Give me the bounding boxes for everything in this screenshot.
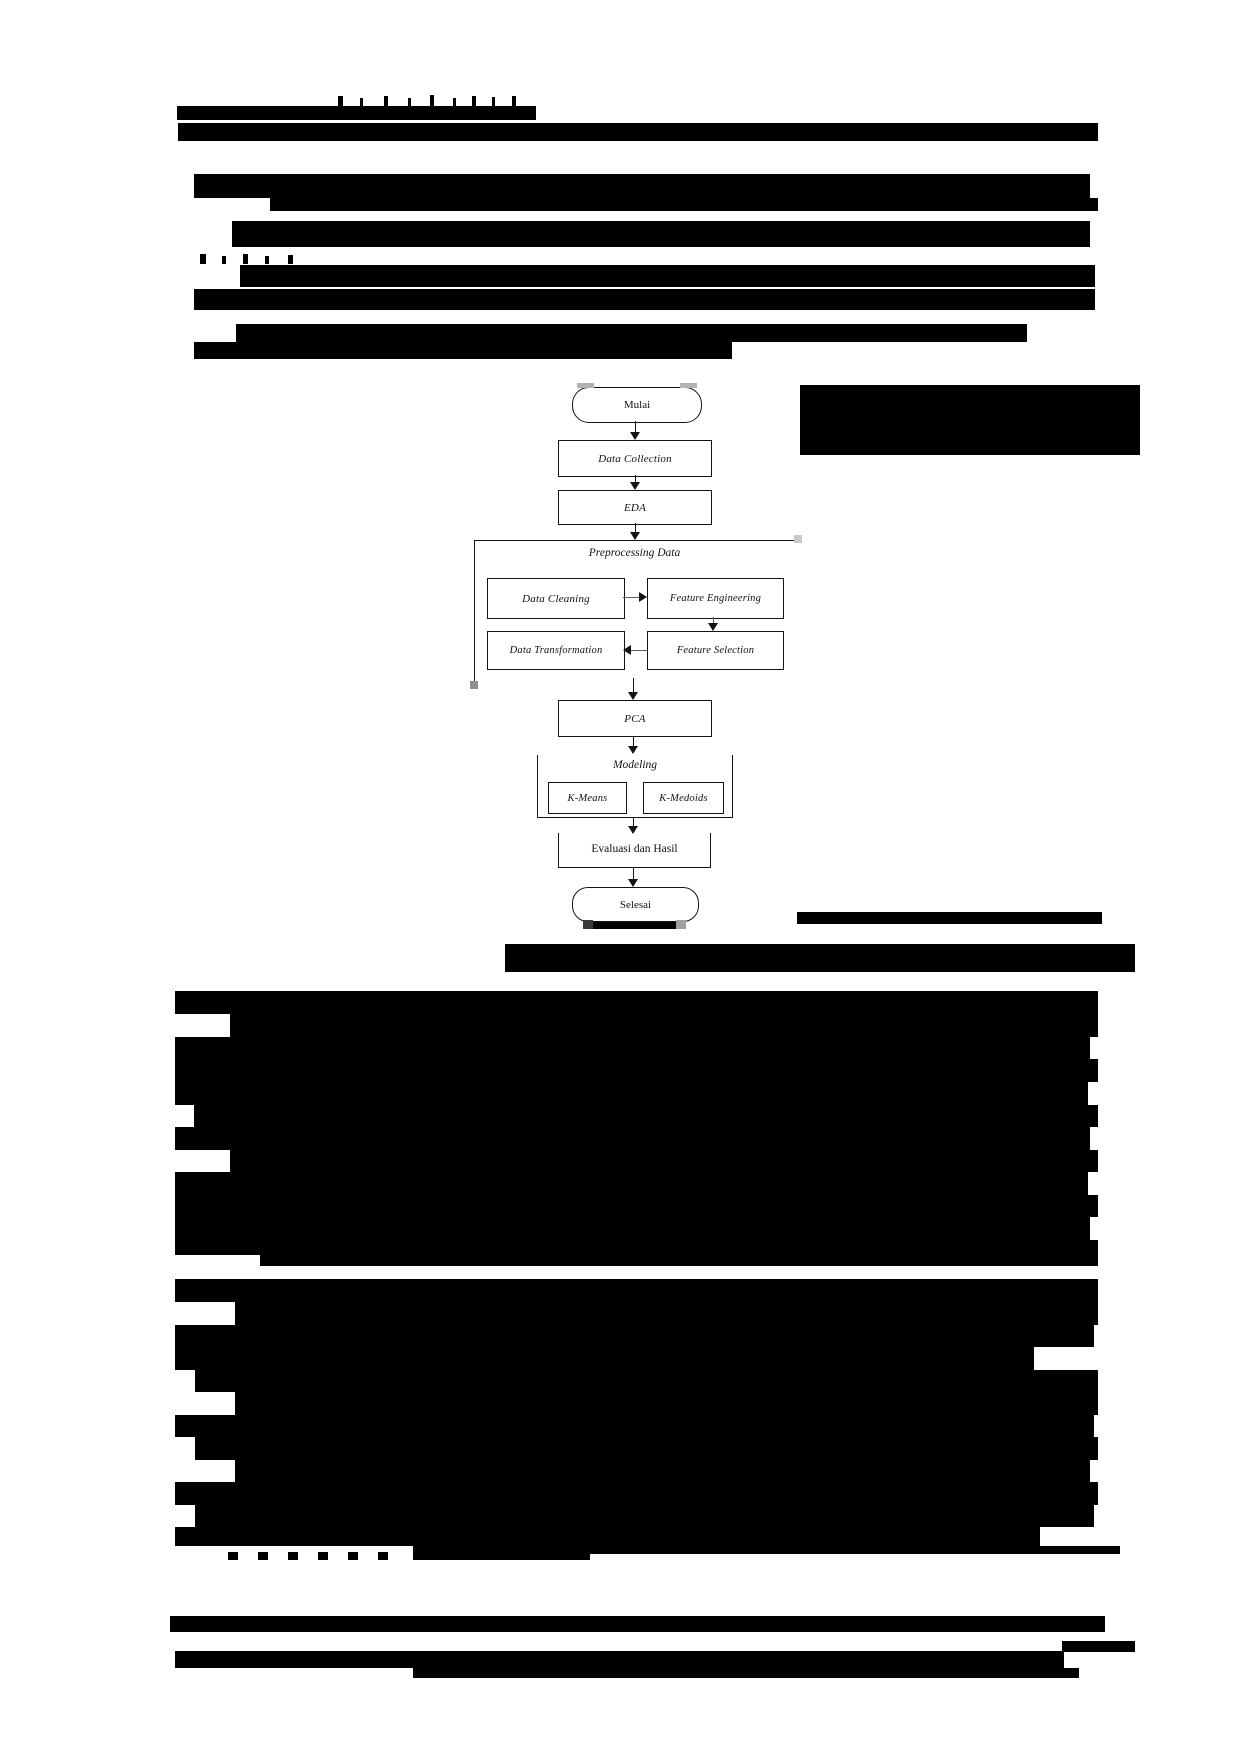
redaction-bar [408,98,411,106]
redaction-bar [175,1195,1098,1217]
redaction-bar [260,1255,1098,1266]
arrow-eda-to-preprocessing [630,523,641,540]
redaction-bar [235,1392,1098,1415]
flowchart-node-start: Mulai [572,387,702,423]
redaction-bar [175,991,1098,1014]
arrow-pca-to-modeling [628,736,639,754]
redaction-bar [288,1552,298,1560]
redaction-bar [797,912,1102,924]
redaction-bar [175,1279,1098,1302]
redaction-bar [170,1616,1105,1632]
redaction-bar [175,1415,1094,1437]
redaction-bar [338,96,343,106]
redaction-bar [175,1127,1090,1150]
redaction-bar [228,1552,238,1560]
redaction-bar [177,106,536,120]
redaction-bar [232,221,1090,247]
selection-handle [577,383,594,388]
arrow-selection-to-transformation [623,645,647,656]
flowchart-node-kmedoids: K-Medoids [643,782,724,814]
selection-handle [470,681,478,689]
redaction-bar [178,123,1098,141]
redaction-bar [236,324,1027,342]
flowchart-node-data-transformation: Data Transformation [487,631,625,670]
redaction-bar [384,96,388,106]
redaction-bar [175,1482,1098,1505]
redaction-bar [348,1552,358,1560]
arrow-evaluation-to-end [628,868,639,887]
selection-handle [794,535,802,543]
redaction-bar [378,1552,388,1560]
flowchart-node-end: Selesai [572,887,699,922]
selection-handle [583,920,593,929]
redaction-bar [175,1240,1098,1255]
redaction-bar [413,1668,1079,1678]
redaction-bar [195,1370,1098,1392]
preprocessing-container-left-border [474,540,475,681]
redaction-bar [175,1527,1040,1546]
redaction-bar [175,1172,1088,1195]
redaction-bar [175,1082,1088,1105]
redaction-bar [230,1150,1098,1172]
redaction-bar [243,254,248,264]
redaction-bar [194,174,1090,198]
flowchart-node-feature-engineering: Feature Engineering [647,578,784,619]
arrow-start-to-datacollection [630,421,641,440]
redaction-bar [175,1037,1090,1059]
preprocessing-container-label: Preprocessing Data [588,547,681,559]
redaction-bar [195,1437,1098,1460]
redaction-bar [265,256,269,264]
redaction-bar [288,255,293,264]
redaction-bar [360,98,363,106]
redaction-bar [200,254,206,264]
redaction-bar [235,1460,1090,1482]
redaction-bar [175,1217,1090,1240]
redaction-bar [270,198,1098,211]
redaction-bar [530,1546,1120,1554]
arrow-cleaning-to-engineering [623,592,647,603]
redaction-bar [240,265,1095,287]
arrow-preprocessing-to-pca [628,678,639,700]
modeling-container-label: Modeling [612,759,658,771]
redaction-bar [175,1059,1098,1082]
redaction-bar [194,342,732,359]
flowchart-node-eda: EDA [558,490,712,525]
redaction-bar [175,1651,1064,1668]
redaction-bar [1062,1641,1135,1652]
redaction-bar [194,289,1095,310]
redaction-bar [318,1552,328,1560]
preprocessing-container-top-border [474,540,795,541]
redaction-bar [230,1014,1098,1037]
flowchart-node-data-collection: Data Collection [558,440,712,477]
redaction-bar [195,1505,1094,1527]
redaction-bar [175,1325,1094,1347]
redaction-bar [472,96,476,106]
redaction-bar [258,1552,268,1560]
flowchart-node-kmeans: K-Means [548,782,627,814]
arrow-modeling-to-evaluation [628,818,639,834]
flowchart-node-feature-selection: Feature Selection [647,631,784,670]
arrow-datacollection-to-eda [630,475,641,490]
redaction-bar [175,1347,1034,1370]
redaction-bar [222,256,226,264]
selection-handle [676,920,686,929]
redaction-bar [492,97,495,106]
redaction-bar [235,1302,1098,1325]
redaction-bar [512,96,516,106]
selection-handle [680,383,697,388]
redaction-bar [800,385,1140,455]
redaction-bar [505,944,1135,972]
flowchart-node-data-cleaning: Data Cleaning [487,578,625,619]
redaction-bar [430,95,434,106]
redaction-bar [194,1105,1098,1127]
redaction-bar [453,98,456,106]
flowchart-node-pca: PCA [558,700,712,737]
arrow-engineering-to-selection [708,617,719,631]
flowchart-node-evaluation: Evaluasi dan Hasil [591,843,678,855]
